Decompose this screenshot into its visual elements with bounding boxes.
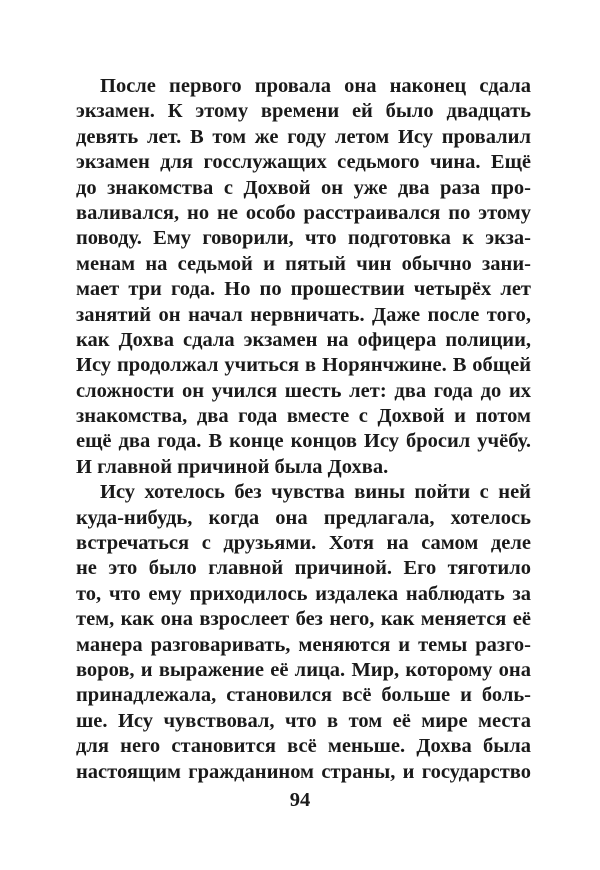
- text-line: для него становится всё меньше. Дохва была: [76, 735, 531, 758]
- text-line: настоящим гражданином страны, и государство: [76, 760, 531, 783]
- text-line: Ису продолжал учиться в Норянчжине. В общей: [76, 354, 531, 377]
- text-line: менам на седьмой и пятый чин обычно зани-: [76, 252, 531, 275]
- text-line: не это было главной причиной. Его тяготило: [76, 557, 531, 580]
- text-line: как Дохва сдала экзамен на офицера полиции,: [76, 328, 531, 351]
- text-line: И главной причиной была Дохва.: [76, 455, 389, 478]
- text-line: ше. Ису чувствовал, что в том её мире места: [76, 709, 531, 732]
- text-line: занятий он начал нервничать. Даже после того,: [76, 303, 531, 326]
- text-line: После первого провала она наконец сдала: [100, 75, 531, 97]
- text-line: девять лет. В том же году летом Ису провалил: [76, 125, 531, 148]
- paragraph: [76, 480, 531, 785]
- text-line: встречаться с друзьями. Хотя на самом деле: [76, 532, 531, 555]
- text-line: Ису хотелось без чувства вины пойти с ней: [100, 481, 531, 504]
- text-line: ещё два года. В конце концов Ису бросил учёбу.: [76, 430, 531, 453]
- text-line: валивался, но не особо расстраивался по этому: [76, 201, 531, 224]
- text-line: знакомства, два года вместе с Дохвой и потом: [76, 405, 531, 428]
- text-line: экзамен. К этому времени ей было двадцать: [76, 100, 531, 123]
- text-line: манера разговаривать, меняются и темы разго-: [76, 633, 531, 656]
- text-line: мает три года. Но по прошествии четырёх лет: [76, 278, 531, 301]
- text-line: принадлежала, становился всё больше и боль-: [76, 684, 531, 707]
- text-line: поводу. Ему говорили, что подготовка к экза-: [76, 227, 531, 250]
- paragraph: [76, 74, 531, 480]
- text-line: то, что ему приходилось издалека наблюдать за: [76, 582, 531, 605]
- page-body-text: [76, 74, 531, 785]
- text-line: куда-нибудь, когда она предлагала, хотелось: [76, 506, 531, 529]
- text-line: до знакомства с Дохвой он уже два раза про-: [76, 176, 531, 199]
- text-line: сложности он учился шесть лет: два года до их: [76, 379, 531, 402]
- text-line: воров, и выражение её лица. Мир, которому она: [76, 658, 531, 681]
- text-line: тем, как она взрослеет без него, как меняется её: [76, 608, 531, 631]
- page-number: 94: [289, 789, 311, 811]
- text-line: экзамен для госслужащих седьмого чина. Ещё: [76, 151, 531, 174]
